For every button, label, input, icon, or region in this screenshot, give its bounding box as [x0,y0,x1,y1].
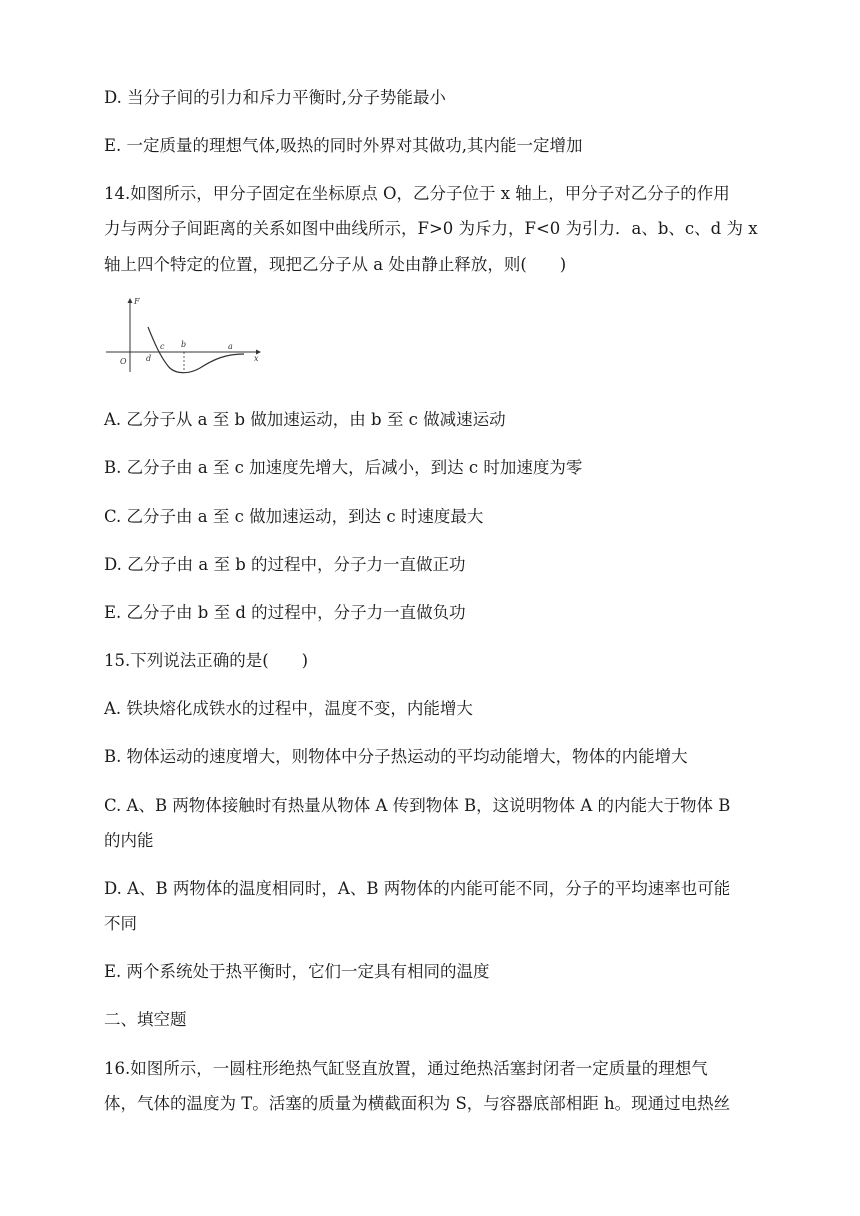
line-13: B. 物体运动的速度增大，则物体中分子热运动的平均动能增大，物体的内能增大 [104,747,688,766]
line-20: 16.如图所示，一圆柱形绝热气缸竖直放置，通过绝热活塞封闭者一定质量的理想气 [104,1059,708,1078]
line-21: 体，气体的温度为 T。活塞的质量为横截面积为 S，与容器底部相距 h。现通过电热丝 [104,1094,731,1113]
line-4: 力与两分子间距离的关系如图中曲线所示，F>0 为斥力，F<0 为引力．a、b、c、d 为 x [104,219,758,238]
line-10: E. 乙分子由 b 至 d 的过程中，分子力一直做负功 [104,603,466,622]
line-2: E. 一定质量的理想气体,吸热的同时外界对其做功,其内能一定增加 [104,136,583,155]
point-a-label: a [228,342,233,351]
line-11: 15.下列说法正确的是( ) [104,651,309,670]
line-16: D. A、B 两物体的温度相同时，A、B 两物体的内能可能不同，分子的平均速率也可能 [104,879,731,898]
line-17: 不同 [104,914,137,933]
line-18: E. 两个系统处于热平衡时，它们一定具有相同的温度 [104,962,490,981]
line-9: D. 乙分子由 a 至 b 的过程中，分子力一直做正功 [104,555,466,574]
x-axis-label: x [254,354,259,363]
point-c-label: c [160,342,165,351]
line-6: A. 乙分子从 a 至 b 做加速运动，由 b 至 c 做减速运动 [104,410,506,429]
section-heading: 二、填空题 [104,1010,187,1029]
line-8: C. 乙分子由 a 至 c 做加速运动，到达 c 时速度最大 [104,507,484,526]
line-7: B. 乙分子由 a 至 c 加速度先增大，后减小，到达 c 时加速度为零 [104,458,583,477]
y-axis-arrow [128,298,133,303]
line-12: A. 铁块熔化成铁水的过程中，温度不变，内能增大 [104,699,473,718]
point-b-label: b [181,340,187,349]
line-5: 轴上四个特定的位置，现把乙分子从 a 处由静止释放，则( ) [104,255,567,274]
point-d-label: d [146,354,152,363]
line-1: D. 当分子间的引力和斥力平衡时,分子势能最小 [104,88,446,107]
line-14: C. A、B 两物体接触时有热量从物体 A 传到物体 B，这说明物体 A 的内能大于物体 B [104,796,731,815]
force-distance-graph [104,294,264,374]
origin-label: O [120,357,127,366]
line-15: 的内能 [104,831,154,850]
line-3: 14.如图所示，甲分子固定在坐标原点 O，乙分子位于 x 轴上，甲分子对乙分子的作用 [104,184,730,203]
y-axis-label: F [134,297,140,306]
